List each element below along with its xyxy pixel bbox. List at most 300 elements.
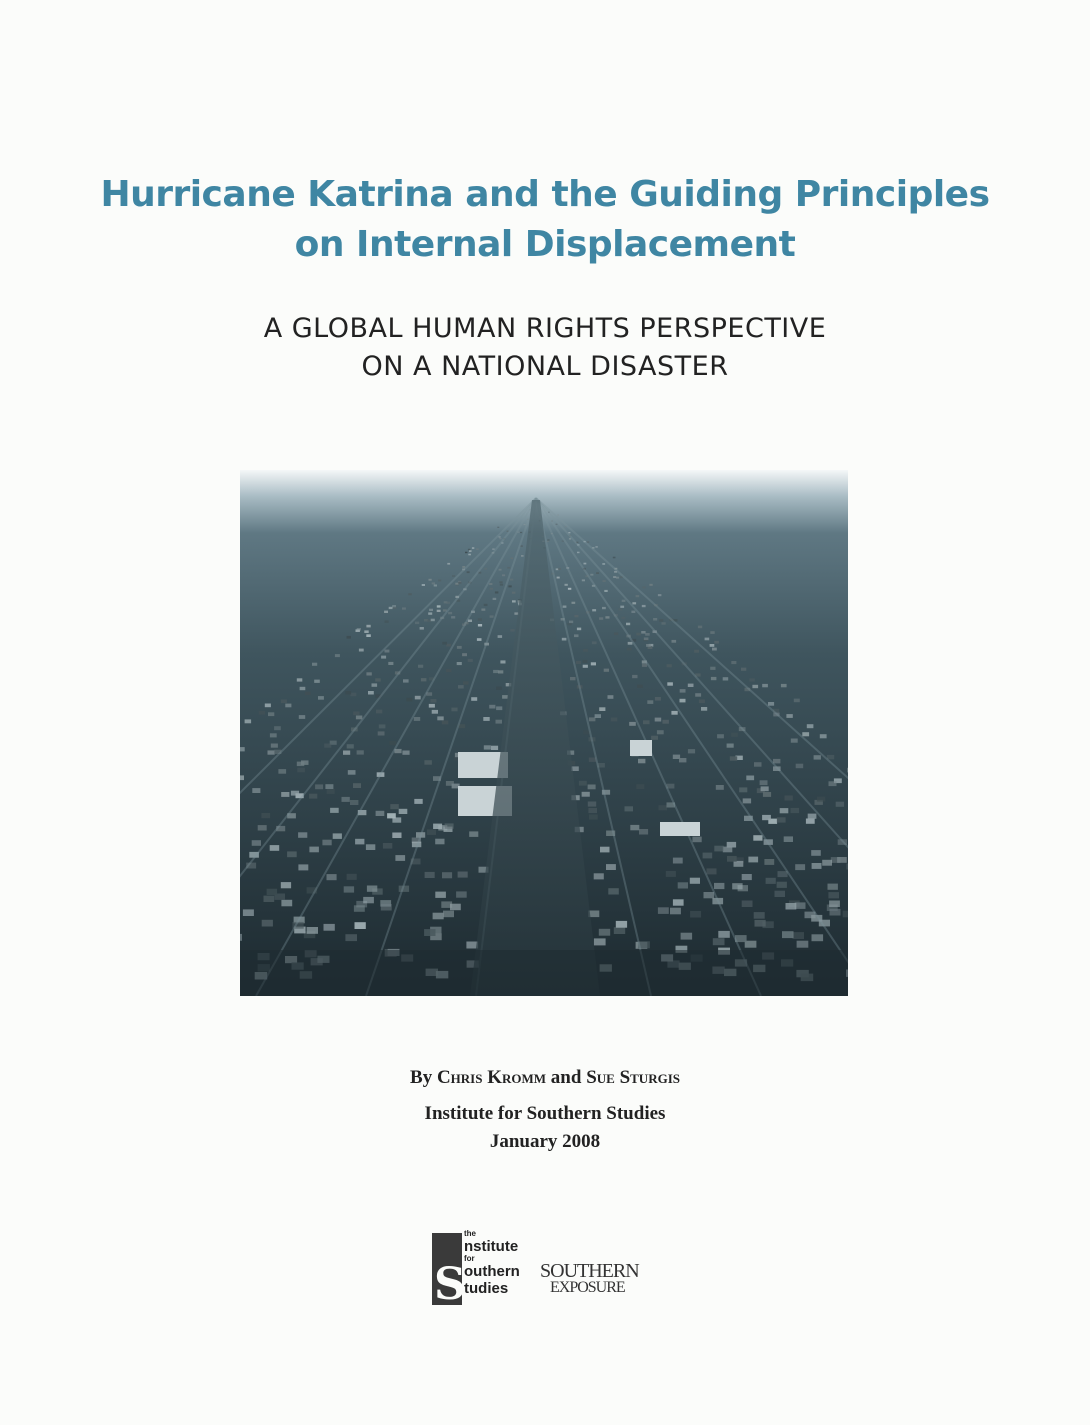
rooftop-texture <box>435 892 446 898</box>
rooftop-texture <box>828 892 839 898</box>
rooftop-texture <box>468 659 473 662</box>
rooftop-texture <box>727 856 737 862</box>
rooftop-texture <box>495 591 499 593</box>
rooftop-texture <box>364 630 368 633</box>
rooftop-texture <box>458 685 464 688</box>
rooftop-texture <box>524 524 526 525</box>
rooftop-texture <box>734 861 744 867</box>
rooftop-texture <box>489 583 492 585</box>
rooftop-texture <box>368 691 374 695</box>
rooftop-texture <box>681 933 693 940</box>
rooftop-texture <box>375 678 381 681</box>
rooftop-texture <box>574 615 578 617</box>
rooftop-texture <box>620 606 624 608</box>
rooftop-texture <box>472 547 474 549</box>
byline-and: and <box>550 1067 582 1088</box>
rooftop-texture <box>343 751 350 755</box>
rooftop-texture <box>305 692 311 696</box>
rooftop-texture <box>589 717 596 721</box>
rooftop-texture <box>499 538 501 539</box>
rooftop-texture <box>455 583 458 585</box>
rooftop-texture <box>714 641 719 644</box>
rooftop-texture <box>754 912 765 919</box>
rooftop-texture <box>389 607 393 609</box>
rooftop-texture <box>469 550 472 552</box>
rooftop-texture <box>243 909 254 916</box>
rooftop-texture <box>350 800 358 805</box>
rooftop-texture <box>641 631 645 634</box>
rooftop-texture <box>616 577 619 579</box>
rooftop-texture <box>314 680 320 683</box>
rooftop-texture <box>481 609 485 611</box>
rooftop-texture <box>749 678 755 681</box>
rooftop-texture <box>712 648 717 651</box>
rooftop-texture <box>600 847 610 853</box>
rooftop-texture <box>307 927 318 934</box>
rooftop-texture <box>261 813 270 818</box>
rooftop-texture <box>714 883 724 889</box>
rooftop-texture <box>557 577 560 579</box>
rooftop-texture <box>510 629 514 632</box>
rooftop-texture <box>270 845 280 851</box>
rooftop-texture <box>484 604 488 606</box>
rooftop-texture <box>387 813 396 818</box>
iss-logo-the: the <box>464 1229 476 1238</box>
publication-date: January 2008 <box>489 1131 601 1152</box>
rooftop-texture <box>415 622 419 625</box>
rooftop-texture <box>599 617 603 620</box>
rooftop-texture <box>345 934 357 941</box>
rooftop-texture <box>493 670 498 673</box>
rooftop-texture <box>458 872 468 878</box>
rooftop-texture <box>563 606 567 608</box>
rooftop-texture <box>357 750 364 754</box>
rooftop-texture <box>631 611 635 613</box>
rooftop-texture <box>499 536 501 537</box>
rooftop-texture <box>644 638 649 641</box>
rooftop-texture <box>643 720 650 724</box>
rooftop-texture <box>569 621 573 624</box>
rooftop-texture <box>468 554 471 556</box>
rooftop-texture <box>651 736 658 740</box>
rooftop-texture <box>780 808 789 813</box>
se-logo-line-2: EXPOSURE <box>550 1279 625 1296</box>
rooftop-texture <box>649 584 652 586</box>
rooftop-texture <box>572 602 576 604</box>
rooftop-texture <box>424 929 435 936</box>
rooftop-texture <box>446 602 450 604</box>
rooftop-texture <box>775 891 786 897</box>
rooftop-texture <box>618 608 622 610</box>
rooftop-texture <box>667 664 672 667</box>
rooftop-texture <box>427 620 431 623</box>
rooftop-texture <box>762 684 768 687</box>
rooftop-texture <box>606 864 616 870</box>
rooftop-texture <box>567 623 571 626</box>
rooftop-texture <box>672 640 677 643</box>
rooftop-texture <box>714 846 724 852</box>
rooftop-texture <box>403 679 409 682</box>
rooftop-texture <box>565 584 568 586</box>
rooftop-texture <box>636 595 640 597</box>
rooftop-texture <box>499 569 502 571</box>
report-subtitle <box>0 310 1090 386</box>
rooftop-texture <box>350 693 356 697</box>
rooftop-texture <box>688 749 695 753</box>
rooftop-texture <box>335 654 340 657</box>
rooftop-texture <box>262 920 273 927</box>
rooftop-texture <box>680 699 686 703</box>
rooftop-texture <box>457 646 462 649</box>
rooftop-texture <box>741 668 746 671</box>
rooftop-texture <box>446 669 451 672</box>
rooftop-texture <box>794 699 800 703</box>
rooftop-texture <box>471 697 477 701</box>
rooftop-texture <box>723 677 729 680</box>
rooftop-texture <box>521 555 524 557</box>
rooftop-texture <box>802 732 809 736</box>
rooftop-texture <box>594 873 604 879</box>
iss-logo-text <box>464 1230 520 1297</box>
rooftop-texture <box>271 744 278 748</box>
rooftop-texture <box>376 811 385 816</box>
rooftop-texture <box>808 814 817 819</box>
rooftop-texture <box>379 724 386 728</box>
rooftop-texture <box>347 744 354 748</box>
rooftop-texture <box>707 868 717 874</box>
rooftop-texture <box>297 678 303 681</box>
rooftop-texture <box>318 696 324 700</box>
rooftop-texture <box>811 850 821 856</box>
rooftop-texture <box>761 786 769 791</box>
rooftop-texture <box>348 770 356 775</box>
publisher-name: Institute for Southern Studies <box>424 1103 666 1124</box>
rooftop-texture <box>829 901 840 908</box>
rooftop-texture <box>429 609 433 611</box>
rooftop-texture <box>281 792 289 797</box>
rooftop-texture <box>655 718 662 722</box>
rooftop-texture <box>762 815 771 820</box>
rooftop-texture <box>324 744 331 748</box>
rooftop-texture <box>442 721 449 725</box>
rooftop-texture <box>657 730 664 734</box>
rooftop-texture <box>692 837 701 843</box>
rooftop-texture <box>637 685 643 688</box>
rooftop-texture <box>582 579 585 581</box>
rooftop-texture <box>285 704 291 708</box>
rooftop-texture <box>662 720 669 724</box>
rooftop-texture <box>666 871 676 877</box>
rooftop-texture <box>717 734 724 738</box>
rooftop-texture <box>512 600 516 602</box>
rooftop-texture <box>442 642 447 645</box>
rooftop-texture <box>433 824 442 829</box>
title-line-1: Hurricane Katrina and the Guiding Principles <box>100 174 990 215</box>
rooftop-texture <box>727 744 734 748</box>
rooftop-texture <box>300 687 306 690</box>
rooftop-texture <box>511 558 514 560</box>
rooftop-texture <box>605 616 609 618</box>
rooftop-texture <box>690 911 701 918</box>
rooftop-texture <box>330 808 339 813</box>
rooftop-texture <box>577 628 581 631</box>
rooftop-texture <box>582 792 590 797</box>
rooftop-texture <box>608 695 614 699</box>
rooftop-texture <box>730 756 737 760</box>
rooftop-texture <box>570 677 576 680</box>
aerial-flood-photo <box>240 470 848 996</box>
rooftop-texture <box>768 702 774 706</box>
rooftop-texture <box>325 784 333 789</box>
rooftop-texture <box>476 548 479 550</box>
rooftop-texture <box>245 719 252 723</box>
rooftop-texture <box>402 607 406 609</box>
rooftop-texture <box>659 805 668 810</box>
rooftop-texture <box>458 582 461 584</box>
rooftop-texture <box>258 825 267 830</box>
rooftop-texture <box>469 831 478 837</box>
rooftop-texture <box>614 632 618 635</box>
rooftop-texture <box>636 784 644 789</box>
rooftop-texture <box>354 905 365 912</box>
rooftop-texture <box>614 927 625 934</box>
rooftop-texture <box>395 855 405 861</box>
rooftop-texture <box>390 804 399 809</box>
rooftop-texture <box>489 705 495 709</box>
rooftop-texture <box>406 698 412 702</box>
rooftop-texture <box>389 741 396 745</box>
rooftop-texture <box>583 665 588 668</box>
rooftop-texture <box>812 863 822 869</box>
rooftop-texture <box>629 722 636 726</box>
rooftop-texture <box>830 909 841 916</box>
rooftop-texture <box>622 600 626 602</box>
rooftop-texture <box>829 781 837 786</box>
rooftop-texture <box>240 934 242 941</box>
rooftop-texture <box>424 760 432 765</box>
rooftop-texture <box>836 802 844 807</box>
rooftop-texture <box>281 700 287 704</box>
rooftop-texture <box>797 941 809 948</box>
rooftop-texture <box>588 808 597 813</box>
rooftop-texture <box>742 901 753 908</box>
rooftop-texture <box>500 660 505 663</box>
rooftop-texture <box>752 685 758 688</box>
rooftop-texture <box>259 711 265 715</box>
rooftop-texture <box>366 844 375 850</box>
rooftop-texture <box>493 598 497 600</box>
rooftop-texture <box>584 563 587 565</box>
rooftop-texture <box>432 710 438 714</box>
iss-logo-line-1: nstitute <box>464 1238 519 1255</box>
iss-logo-line-2: outhern <box>464 1263 520 1280</box>
rooftop-texture <box>496 706 502 710</box>
rooftop-texture <box>822 860 832 866</box>
rooftop-texture <box>345 691 351 695</box>
rooftop-texture <box>281 900 292 907</box>
rooftop-texture <box>274 726 281 730</box>
rooftop-texture <box>557 515 559 516</box>
rooftop-texture <box>347 636 352 639</box>
rooftop-texture <box>604 590 607 592</box>
rooftop-texture <box>695 693 701 697</box>
rooftop-texture <box>327 789 335 794</box>
rooftop-texture <box>315 784 323 789</box>
rooftop-texture <box>451 708 457 712</box>
rooftop-texture <box>356 629 360 632</box>
publication-info <box>0 1100 1090 1156</box>
rooftop-texture <box>568 588 571 590</box>
rooftop-texture <box>626 623 630 626</box>
rooftop-texture <box>589 814 598 819</box>
rooftop-texture <box>298 832 307 838</box>
rooftop-texture <box>447 563 450 565</box>
rooftop-texture <box>778 871 788 877</box>
rooftop-texture <box>342 797 350 802</box>
iss-logo-bar <box>432 1233 466 1310</box>
rooftop-texture <box>428 612 432 614</box>
rooftop-texture <box>463 681 469 684</box>
rooftop-texture <box>438 580 441 582</box>
rooftop-texture <box>408 593 412 595</box>
rooftop-texture <box>393 607 397 609</box>
rooftop-texture <box>723 847 733 853</box>
rooftop-texture <box>630 825 639 830</box>
rooftop-texture <box>264 896 275 902</box>
rooftop-texture <box>353 783 361 788</box>
rooftop-texture <box>344 886 354 892</box>
rooftop-texture <box>739 787 747 792</box>
rooftop-texture <box>710 631 714 634</box>
rooftop-texture <box>355 839 364 845</box>
rooftop-texture <box>602 607 606 609</box>
rooftop-texture <box>795 902 806 909</box>
rooftop-texture <box>628 642 633 645</box>
rooftop-texture <box>658 907 669 914</box>
rooftop-texture <box>579 781 587 786</box>
rooftop-texture <box>267 889 278 895</box>
rooftop-texture <box>847 768 848 773</box>
rooftop-texture <box>583 649 588 652</box>
rooftop-texture <box>380 900 391 907</box>
rooftop-texture <box>309 847 319 853</box>
rooftop-texture <box>743 798 751 803</box>
flooded-city-image <box>240 470 848 996</box>
rooftop-texture <box>814 755 821 759</box>
rooftop-texture <box>817 797 825 802</box>
rooftop-texture <box>701 707 707 711</box>
southern-exposure-logo <box>540 1262 660 1298</box>
rooftop-texture <box>442 872 452 878</box>
rooftop-texture <box>429 579 432 581</box>
rooftop-texture <box>385 620 389 623</box>
rooftop-texture <box>443 911 454 918</box>
rooftop-texture <box>591 662 596 665</box>
rooftop-texture <box>355 922 366 929</box>
rooftop-texture <box>782 931 794 938</box>
rooftop-texture <box>366 634 371 637</box>
rooftop-texture <box>688 684 694 687</box>
rooftop-texture <box>356 716 362 720</box>
byline-prefix: By <box>410 1067 433 1088</box>
rooftop-texture <box>678 882 688 888</box>
rooftop-texture <box>388 662 393 665</box>
rooftop-texture <box>837 857 847 863</box>
rooftop-texture <box>642 605 646 607</box>
rooftop-texture <box>603 580 606 582</box>
rooftop-texture <box>252 788 260 793</box>
building-roof <box>660 822 700 836</box>
rooftop-texture <box>662 622 666 625</box>
rooftop-texture <box>820 734 827 738</box>
rooftop-texture <box>846 864 848 870</box>
rooftop-texture <box>381 656 386 659</box>
rooftop-texture <box>667 682 673 685</box>
rooftop-texture <box>268 750 275 754</box>
rooftop-texture <box>270 733 277 737</box>
rooftop-texture <box>562 638 567 641</box>
rooftop-texture <box>268 712 274 716</box>
rooftop-texture <box>710 644 715 647</box>
rooftop-texture <box>599 707 605 711</box>
rooftop-texture <box>512 592 516 594</box>
rooftop-texture <box>704 892 715 898</box>
rooftop-texture <box>716 785 724 790</box>
rooftop-texture <box>437 610 441 612</box>
rooftop-texture <box>791 808 800 813</box>
rooftop-texture <box>636 633 641 636</box>
rooftop-texture <box>431 619 435 622</box>
rooftop-texture <box>497 527 499 528</box>
rooftop-texture <box>324 924 335 931</box>
rooftop-texture <box>299 715 305 719</box>
rooftop-texture <box>240 747 245 751</box>
rooftop-texture <box>510 579 513 581</box>
rooftop-texture <box>478 618 482 621</box>
rooftop-texture <box>658 594 662 596</box>
rooftop-texture <box>711 677 717 680</box>
rooftop-texture <box>484 568 487 570</box>
rooftop-texture <box>659 619 663 622</box>
rooftop-texture <box>828 884 838 890</box>
rooftop-texture <box>576 661 581 664</box>
rooftop-texture <box>366 672 371 675</box>
rooftop-texture <box>694 650 699 653</box>
rooftop-texture <box>496 720 503 724</box>
rooftop-texture <box>558 568 561 570</box>
rooftop-texture <box>698 626 702 629</box>
rooftop-texture <box>477 638 482 641</box>
author-2: Sue Sturgis <box>586 1067 680 1088</box>
rooftop-texture <box>468 549 471 551</box>
rooftop-texture <box>679 758 686 762</box>
rooftop-texture <box>484 745 491 749</box>
rooftop-texture <box>647 700 653 704</box>
rooftop-texture <box>673 858 683 864</box>
rooftop-texture <box>322 840 331 846</box>
rooftop-texture <box>784 836 793 842</box>
rooftop-texture <box>608 888 619 894</box>
rooftop-texture <box>638 759 645 764</box>
rooftop-texture <box>385 650 390 653</box>
rooftop-texture <box>613 557 616 559</box>
rooftop-texture <box>252 840 261 846</box>
rooftop-texture <box>595 714 601 718</box>
rooftop-texture <box>653 618 657 621</box>
rooftop-texture <box>415 696 421 700</box>
rooftop-texture <box>632 602 636 604</box>
rooftop-texture <box>425 872 435 878</box>
